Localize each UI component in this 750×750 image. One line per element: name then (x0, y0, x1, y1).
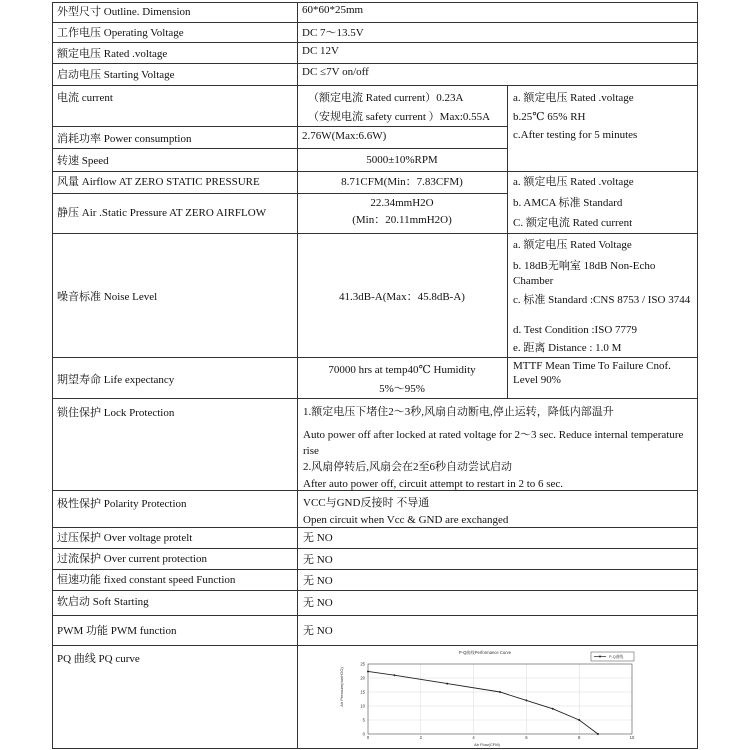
h-line (52, 42, 697, 43)
h-line (52, 63, 697, 64)
polarity-line: VCC与GND反接时 不导通 (303, 497, 430, 509)
soft-start-value: 无 NO (303, 597, 333, 609)
pq-label: PQ 曲线 PQ curve (57, 653, 140, 665)
noise-note: e. 距离 Distance : 1.0 M (513, 342, 622, 354)
chart-point (578, 719, 580, 721)
speed-label: 转速 Speed (57, 155, 109, 167)
chart-y-tick-label: 0 (362, 731, 365, 737)
chart-point (393, 674, 395, 676)
static-pressure-label: 静压 Air .Static Pressure AT ZERO AIRFLOW (57, 207, 267, 219)
h-line (52, 85, 697, 86)
operating-voltage-value: DC 7～13.5V (302, 27, 364, 39)
chart-y-tick-label: 10 (360, 703, 365, 709)
noise-note: c. 标准 Standard :CNS 8753 / ISO 3744 (513, 294, 691, 306)
group1-note: c.After testing for 5 minutes (513, 129, 638, 141)
starting-voltage-value: DC ≤7V on/off (302, 66, 369, 78)
life-value: 70000 hrs at temp40℃ Humidity (328, 364, 476, 376)
group2-note: C. 额定电流 Rated current (513, 217, 633, 229)
h-line (52, 615, 697, 616)
chart-y-tick-label: 15 (360, 689, 365, 695)
chart-point (525, 699, 527, 701)
h-line (52, 357, 697, 358)
static-pressure-min: (Min：20.11mmH2O) (352, 214, 452, 226)
group2-note: a. 额定电压 Rated .voltage (513, 176, 634, 188)
group1-note: a. 额定电压 Rated .voltage (513, 92, 634, 104)
constant-speed-label: 恒速功能 fixed constant speed Function (57, 574, 236, 586)
rated-voltage-value: DC 12V (302, 45, 339, 57)
lock-line: After auto power off, circuit attempt to restart in 2 to 6 sec. (303, 478, 564, 490)
pwm-label: PWM 功能 PWM function (57, 625, 177, 637)
speed-value: 5000±10%RPM (366, 154, 438, 166)
chart-ticks (360, 662, 635, 741)
chart-series-points (367, 670, 599, 735)
life-label: 期望寿命 Life expectancy (57, 374, 175, 386)
lock-line: Auto power off after locked at rated voltage for 2～3 sec. Reduce internal temperature rise (303, 429, 684, 457)
chart-x-axis-label: Air Flow(CFM) (474, 742, 500, 747)
chart-x-tick-label: 6 (525, 735, 528, 740)
operating-voltage-label: 工作电压 Operating Voltage (57, 27, 184, 39)
chart-frame (368, 664, 632, 734)
group1-note: b.25℃ 65% RH (513, 111, 586, 123)
noise-note: d. Test Condition :ISO 7779 (513, 324, 638, 336)
h-line (52, 569, 697, 570)
h-line (52, 748, 697, 749)
h-line (52, 590, 697, 591)
starting-voltage-label: 启动电压 Starting Voltage (57, 69, 175, 81)
over-voltage-label: 过压保护 Over voltage protelt (57, 532, 193, 544)
life-note: MTTF Mean Time To Failure Cnof. Level 90% (513, 360, 671, 386)
h-line (52, 233, 697, 234)
lock-line: 2.风扇停转后,风扇会在2至6秒自动尝试启动 (303, 461, 512, 473)
airflow-value: 8.71CFM(Min：7.83CFM) (341, 176, 463, 188)
current-value-safety: （安规电流 safety current ）Max:0.55A (308, 111, 491, 123)
chart-y-tick-label: 25 (360, 661, 365, 667)
chart-x-tick-label: 0 (366, 735, 370, 740)
chart-point (597, 733, 599, 735)
h-line (52, 548, 697, 549)
power-label: 消耗功率 Power consumption (57, 133, 192, 145)
current-value-rated: （额定电流 Rated current）0.23A (308, 92, 464, 104)
constant-speed-value: 无 NO (303, 575, 333, 587)
rated-voltage-label: 额定电压 Rated .voltage (57, 48, 168, 60)
chart-point (446, 683, 448, 685)
polarity-label: 极性保护 Polarity Protection (57, 498, 187, 510)
chart-x-tick-label: 10 (629, 735, 635, 740)
h-line (52, 193, 507, 194)
chart-title: P-Q曲线Performance Curve (458, 650, 512, 655)
chart-legend (591, 652, 634, 661)
soft-start-label: 软启动 Soft Starting (57, 596, 149, 608)
chart-legend-label: P-Q曲线 (609, 655, 624, 659)
over-current-label: 过流保护 Over current protection (57, 553, 207, 565)
chart-y-tick-label: 5 (362, 717, 365, 723)
h-line (52, 22, 697, 23)
h-line (52, 148, 507, 149)
h-line (52, 645, 697, 646)
group2-note: b. AMCA 标准 Standard (513, 197, 623, 209)
h-line (52, 398, 697, 399)
chart-point (499, 691, 501, 693)
lock-line: 1.额定电压下堵住2～3秒,风扇自动断电,停止运转，降低内部温升 (303, 406, 614, 418)
noise-note: a. 额定电压 Rated Voltage (513, 239, 632, 251)
noise-label: 噪音标准 Noise Level (57, 291, 158, 303)
current-label: 电流 current (57, 92, 113, 104)
v-line (507, 85, 508, 398)
power-value: 2.76W(Max:6.6W) (302, 130, 387, 142)
over-voltage-value: 无 NO (303, 532, 333, 544)
chart-x-tick-label: 8 (578, 735, 581, 740)
lock-label: 锁住保护 Lock Protection (57, 407, 175, 419)
outline-label: 外型尺寸 Outline. Dimension (57, 6, 191, 18)
h-line (52, 171, 697, 172)
h-line (52, 126, 507, 127)
chart-x-tick-label: 2 (419, 735, 422, 740)
life-humidity: 5%～95% (379, 383, 425, 395)
pq-chart (330, 647, 640, 747)
chart-x-tick-label: 4 (472, 735, 475, 740)
chart-y-tick-label: 20 (360, 675, 365, 681)
v-line (52, 2, 53, 749)
h-line (52, 2, 697, 3)
outline-value: 60*60*25mm (302, 4, 364, 16)
chart-y-axis-label: Air Pressure(mmH2O) (339, 667, 344, 707)
pwm-value: 无 NO (303, 625, 333, 637)
chart-series-line (368, 671, 598, 734)
airflow-label: 风量 Airflow AT ZERO STATIC PRESSURE (57, 176, 260, 188)
chart-point (367, 670, 369, 672)
polarity-line: Open circuit when Vcc & GND are exchanged (303, 514, 509, 526)
static-pressure-value: 22.34mmH2O (370, 197, 434, 209)
noise-note: b. 18dB无响室 18dB Non-Echo Chamber (513, 260, 656, 287)
noise-value: 41.3dB-A(Max：45.8dB-A) (339, 291, 465, 303)
over-current-value: 无 NO (303, 554, 333, 566)
chart-grid (368, 664, 632, 734)
v-line (697, 2, 698, 749)
h-line (52, 527, 697, 528)
chart-point (552, 708, 554, 710)
